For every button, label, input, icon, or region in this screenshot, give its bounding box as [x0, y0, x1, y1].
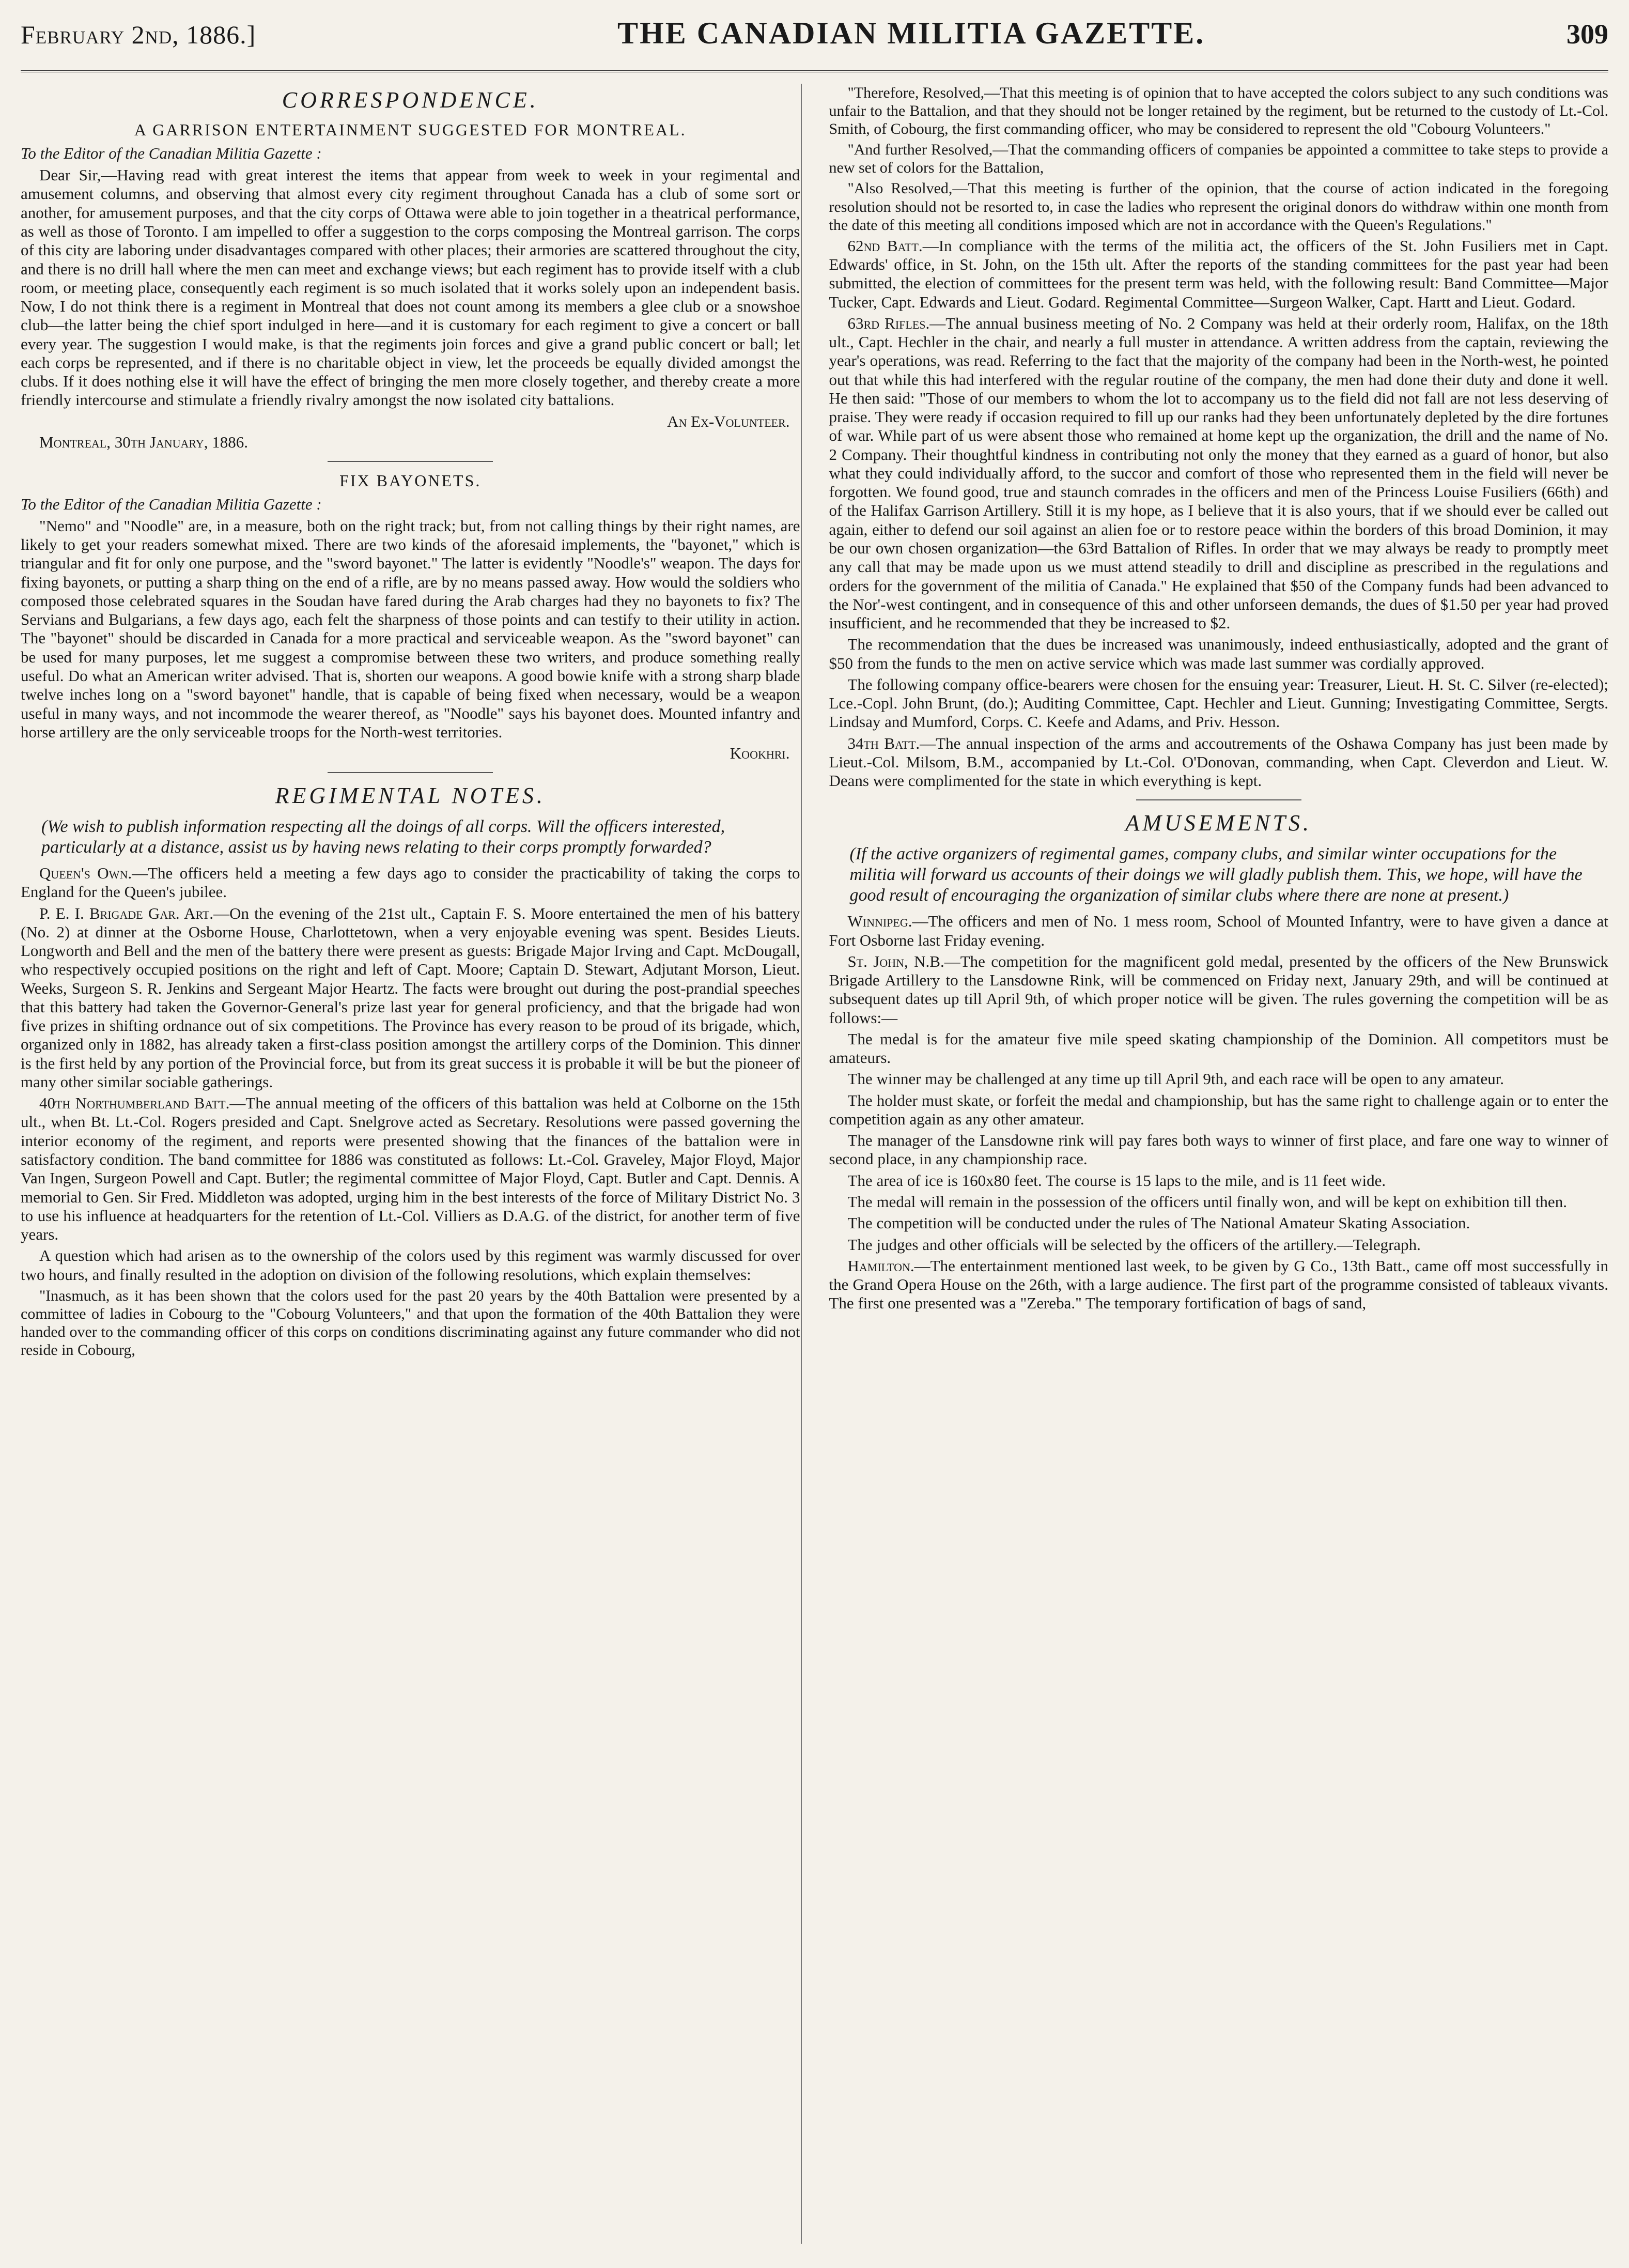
item-lead: Queen's Own. — [39, 864, 132, 882]
item-34th-batt — [829, 734, 1609, 791]
section-rule — [328, 772, 493, 773]
item-text: —On the evening of the 21st ult., Captain F. S. Moore entertained the men of his battery (No. 2) at dinner at the Osborne House, Charlottetown, when a very enjoyable evening was spent. Besides Lieuts. Longworth and Bell and the men of the battery there were present as guests: Brigade Major Irving and Capt. McDougall, who respectively occupied positions on the right and left of Capt. Moore; Captain D. Stewart, Adjutant Morson, Lieut. Weeks, Surgeon S. R. Jenkins and Sergeant Major Heartz. The facts were brought out during the post-prandial speeches that this battery had taken the Governor-General's prize last year for general proficiency, and that the brigade had won five prizes in shifting ordnance out of six competitions. The Province has every reason to be proud of its brigade, which, organized only in 1882, has already taken a first-class position amongst the artillery corps of the Dominion. This dinner is the first held by any portion of the Provincial force, but from its great success it is probable it will be but the pioneer of many other similar sociable gatherings. — [21, 904, 800, 1091]
item-40th-colors: A question which had arisen as to the ownership of the colors used by this regiment was warmly discussed for over two hours, and finally resulted in the adoption on division of the following resolutions, which explain themselves: — [21, 1246, 800, 1284]
resolution-2: "And further Resolved,—That the commanding officers of companies be appointed a committee to take steps to provide a new set of colors for the Battalion, — [829, 141, 1608, 177]
item-text: —The officers and men of No. 1 mess room, School of Mounted Infantry, were to have given a dance at Fort Osborne last Friday evening. — [829, 912, 1608, 949]
rule-7: The competition will be conducted under the rules of The National Amateur Skating Association. — [847, 1214, 1470, 1232]
section-rule — [1136, 799, 1301, 800]
item-40th-resolution: "Inasmuch, as it has been shown that the colors used for the past 20 years by the 40th Battalion were presented by a committee of ladies in Cobourg to the "Cobourg Volunteers," and that upon the formation of the 40th Battalion they were handed over to the commanding officer of this corps on conditions discriminating against any future commander who did not reside in Cobourg, — [21, 1287, 800, 1359]
rule-4: The manager of the Lansdowne rink will pay fares both ways to winner of first place, and fare one way to winner of second place, in any championship race. — [829, 1131, 1608, 1168]
item-40th-batt — [21, 1094, 800, 1244]
item-text: —The officers held a meeting a few days ago to consider the practicability of taking the corps to England for the Queen's jubilee. — [21, 864, 800, 901]
item-63rd-officers: The following company office-bearers were chosen for the ensuing year: Treasurer, Lieut. H. St. C. Silver (re-elected); Lce.-Copl. John Brunt, (do.); Auditing Committee, Capt. Hechler and Lieut. Gunning; Investigating Committee, Sergts. Lindsay and Mumford, Corps. C. Keefe and Adams, and Priv. Hesson. — [829, 675, 1608, 731]
paper-title: THE CANADIAN MILITIA GAZETTE. — [617, 16, 1205, 50]
item-lead: St. John, N.B. — [847, 952, 944, 970]
correspondence-title: CORRESPONDENCE. — [282, 87, 539, 113]
item-pei-brigade — [21, 904, 800, 1092]
letter1-dateline: Montreal, 30th January, 1886. — [39, 433, 249, 451]
resolution-3: "Also Resolved,—That this meeting is further of the opinion, that the course of action indicated in the foregoing resolution should not be resorted to, in case the ladies who represent the original donors do withdraw within one month from the date of this meeting all conditions imposed which are not in accordance with the Queen's Regulations." — [829, 180, 1608, 234]
page-number: 309 — [1566, 19, 1608, 50]
regimental-editorial-note: (We wish to publish information respecting all the doings of all corps. Will the officers interested, particularly at a distance, assist us by having news relating to their corps promptly forwarded? — [41, 816, 725, 857]
regimental-notes-title: REGIMENTAL NOTES. — [275, 783, 546, 809]
item-lead: 63rd Rifles. — [847, 314, 930, 332]
letter1-title: A GARRISON ENTERTAINMENT SUGGESTED FOR MONTREAL. — [134, 120, 687, 140]
item-text: —The annual inspection of the arms and accoutrements of the Oshawa Company has just been made by Lieut.-Col. Milsom, B.M., accompanied by Lt.-Col. O'Donovan, commanding, when Capt. Cleverdon and Lieut. W. Deans were complimented for the state in which everything is kept. — [829, 734, 1608, 790]
item-lead: Winnipeg. — [847, 912, 912, 931]
item-text: —The annual business meeting of No. 2 Company was held at their orderly room, Halifax, on the 18th ult., Capt. Hechler in the chair, and nearly a full muster in attendance. A written address from the captain, reviewing the year's operations, was read. Referring to the fact that the majority of the company had been in the North-west, he pointed out that while this had interfered with the regular routine of the company, the men had done their duty and done it well. He then said: "Those of our members to whom the lot to accompany us to the field did not fall are not less deserving of praise. They were ready if occasion required to fill up our ranks had they been unfortunately depleted by the dire fortunes of war. While part of us were absent those who remained at home kept up the organization, the drill and the name of No. 2 Company. Their thoughtful kindness in contributing not only the money that they earned as a guard of honor, but also what they could individually afford, to the succor and comfort of those who represented them in the field will never be forgotten. We found good, true and staunch comrades in the officers and men of the Princess Louise Fusiliers (66th) and of the Halifax Garrison Artillery. Still it is my hope, as I believe that it is also yours, that if we should ever be called out again, either to defend our soil against an alien foe or to restore peace within the borders of this broad Dominion, it may be our own chosen organization—the 63rd Battalion of Rifles. In order that we may always be ready to promptly meet any call that may be made upon us we must attend steadily to drill and discipline as prescribed in the regulations and orders for the government of the militia of Canada." He explained that $50 of the Company funds had been advanced to the Nor'-west contingent, and in consequence of this and other unforseen demands, the dues of $1.50 per year had proved insufficient, and he recommended that they be increased to $2. — [829, 314, 1608, 632]
item-62nd-batt — [829, 237, 1609, 312]
rule-5: The area of ice is 160x80 feet. The course is 15 laps to the mile, and is 11 feet wide. — [847, 1171, 1386, 1190]
amusements-editorial-note: (If the active organizers of regimental games, company clubs, and similar winter occupations for the militia will forward us accounts of their doings we will gladly publish them. This, we hope, will have the good result of encouraging the organization of similar clubs where there are none at present.) — [849, 844, 1583, 905]
item-text: —The competition for the magnificent gold medal, presented by the officers of the New Brunswick Brigade Artillery to the Lansdowne Rink, will be commenced on Friday next, January 29th, and will be continued at subsequent dates up till April 9th, of which proper notice will be given. The rules governing the competition will be as follows:— — [829, 952, 1608, 1027]
item-text: —The entertainment mentioned last week, to be given by G Co., 13th Batt., came off most successfully in the Grand Opera House on the 26th, with a large audience. The first part of the programme consisted of tableaux vivants. The first one presented was a "Zereba." The temporary fortification of bags of sand, — [829, 1256, 1608, 1313]
amusements-title: AMUSEMENTS. — [1125, 810, 1312, 836]
item-queens-own — [21, 864, 800, 902]
letter1-signature: An Ex-Volunteer. — [667, 412, 790, 430]
item-lead: 62nd Batt. — [847, 236, 923, 255]
right-column — [829, 84, 1609, 1362]
item-hamilton — [829, 1257, 1609, 1313]
masthead — [21, 16, 1608, 72]
section-rule — [328, 461, 493, 462]
rule-3: The holder must skate, or forfeit the medal and championship, but has the same right to challenge again or to enter the competition again as any other amateur. — [829, 1091, 1608, 1128]
item-lead: 40th Northumberland Batt. — [39, 1094, 230, 1113]
issue-date: February 2nd, 1886.] — [21, 20, 256, 49]
letter1-body: Dear Sir,—Having read with great interest the items that appear from week to week in your regimental and amusement columns, and observing that almost every city regiment throughout Canada has a club of some sort or another, for amusement purposes, and that the city corps of Ottawa were able to join together in a theatrical performance, as well as those of Toronto. I am impelled to offer a suggestion to the corps composing the Montreal garrison. The corps of this city are laboring under disadvantages compared with other places; their armories are scattered throughout the city, and there is no drill hall where the men can meet and exchange views; but each regiment has to provide itself with a club room, or meeting place, consequently each regiment is so much isolated that it works solely upon an independent basis. Now, I do not think there is a regiment in Montreal that does not count among its members a glee club or a snowshoe club—the latter being the chief sport indulged in here—and it is customary for each regiment to give a concert or ball every year. The suggestion I would make, is that the regiments join forces and give a grand public concert or ball; let each corps be represented, and if there is no charitable object in view, let the proceeds be equally divided amongst the clubs. If it does nothing else it will have the effect of bringing the men more closely together, and thereby create a more friendly intercourse and stimulate a friendly rivalry amongst the now isolated city battalions. — [21, 166, 800, 409]
left-column — [21, 84, 800, 1362]
item-winnipeg — [829, 912, 1609, 950]
item-lead: 34th Batt. — [847, 734, 920, 752]
resolution-1: "Therefore, Resolved,—That this meeting is of opinion that to have accepted the colors subject to any such conditions was unfair to the Battalion, and that they should not be longer retained by the regiment, but be returned to the custody of Lt.-Col. Smith, of Cobourg, the first commanding officer, who may be considered to represent the old "Cobourg Volunteers." — [829, 84, 1608, 138]
item-lead: Hamilton. — [847, 1256, 914, 1275]
item-lead: P. E. I. Brigade Gar. Art. — [39, 904, 214, 922]
rule-6: The medal will remain in the possession of the officers until finally won, and will be kept on exhibition till then. — [847, 1192, 1567, 1211]
letter2-signature: Kookhri. — [730, 744, 790, 763]
item-text: —In compliance with the terms of the militia act, the officers of the St. John Fusiliers met in Capt. Edwards' office, in St. John, on the 15th ult. After the reports of the standing committees for the past year had been submitted, the election of committees for the present term was held, with the following result: Band Committee—Major Tucker, Capt. Edwards and Lieut. Godard. Regimental Committee—Surgeon Walker, Capt. Hartt and Lieut. Godard. — [829, 236, 1608, 311]
item-63rd-rifles — [829, 314, 1609, 633]
item-st-john — [829, 952, 1609, 1027]
letter2-address: To the Editor of the Canadian Militia Gazette : — [21, 495, 322, 513]
letter2-body: "Nemo" and "Noodle" are, in a measure, both on the right track; but, from not calling things by their right names, are likely to get your readers somewhat mixed. There are two kinds of the aforesaid implements, the "bayonet," which is triangular and fit for only one purpose, and the "sword bayonet." The latter is evidently "Noodle's" weapon. The days for fixing bayonets, or putting a sharp thing on the end of a rifle, are by no means passed away. How would the soldiers who composed those celebrated squares in the Soudan have fared during the Arab charges had they no bayonets to fix? The Servians and Bulgarians, a few days ago, each felt the sharpness of those points and can testify to their utility in action. The "bayonet" should be discarded in Canada for a more practical and serviceable weapon. As the "sword bayonet" can be used for many purposes, let me suggest a compromise between these two writers, and produce something really useful. Do what an American writer advised. That is, shorten our weapons. A good bowie knife with a strong sharp blade twelve inches long on a "sword bayonet" handle, that is capable of being fixed when necessary, would be a weapon useful in many ways, and not incommode the wearer thereof, as "Noodle" says his bayonet does. Mounted infantry and horse artillery are the only serviceable troops for the North-west territories. — [21, 516, 800, 741]
rule-1: The medal is for the amateur five mile speed skating championship of the Dominion. All competitors must be amateurs. — [829, 1029, 1608, 1067]
columns — [21, 84, 1608, 1362]
letter2-title: FIX BAYONETS. — [339, 471, 482, 490]
letter1-address: To the Editor of the Canadian Militia Gazette : — [21, 144, 322, 162]
rule-2: The winner may be challenged at any time up till April 9th, and each race will be open to any amateur. — [847, 1070, 1504, 1088]
item-63rd-dues: The recommendation that the dues be increased was unanimously, indeed enthusiastically, adopted and the grant of $50 from the funds to the men on active service which was made last summer was cordially approved. — [829, 635, 1608, 672]
rule-8: The judges and other officials will be selected by the officers of the artillery.—Telegraph. — [847, 1235, 1421, 1254]
item-text: —The annual meeting of the officers of this battalion was held at Colborne on the 15th ult., when Bt. Lt.-Col. Rogers presided and Capt. Snelgrove acted as Secretary. Resolutions were passed governing the interior economy of the regiment, and reports were presented showing that the finances of the battalion were in satisfactory condition. The band committee for 1886 was constituted as follows: Lt.-Col. Graveley, Major Floyd, Major Van Ingen, Surgeon Powell and Capt. Butler; the regimental committee of Major Floyd, Capt. Butler and Capt. Dennis. A memorial to Gen. Sir Fred. Middleton was adopted, urging him in the best interests of the force of Military District No. 3 to use his influence at headquarters for the retention of Lt.-Col. Villiers as D.A.G. of the district, for another term of five years. — [21, 1094, 800, 1244]
